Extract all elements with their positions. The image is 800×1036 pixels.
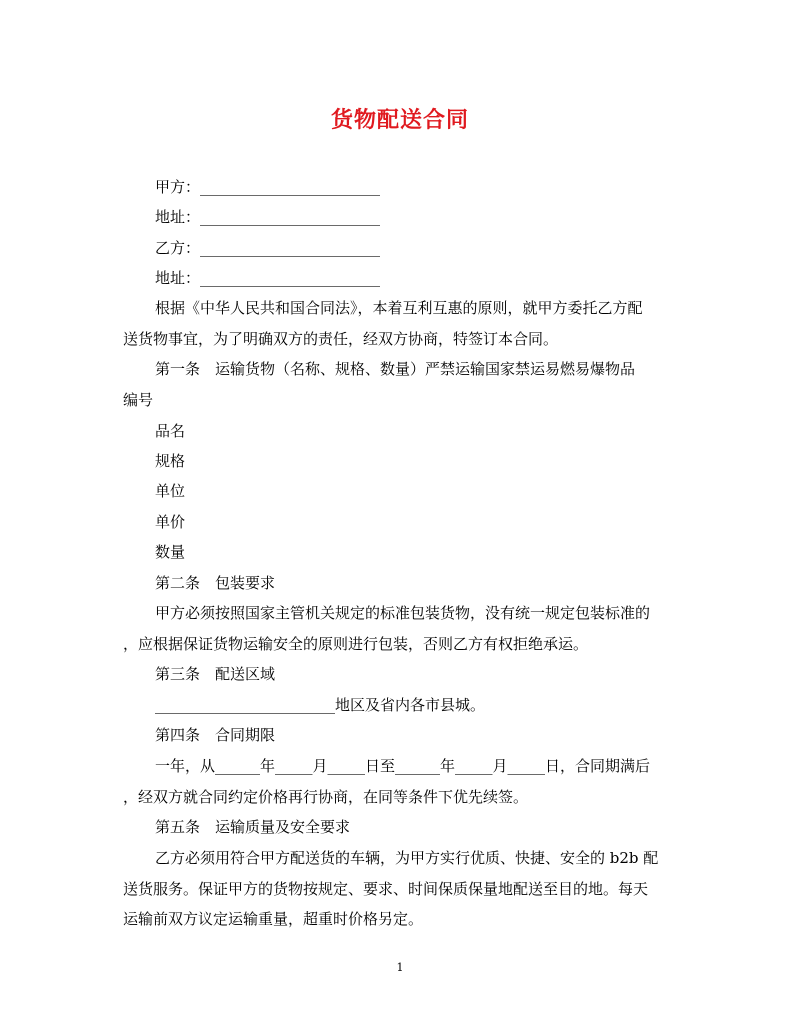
article-1-item-price: 单价 xyxy=(155,513,186,531)
article-5-text-line-1: 乙方必须用符合甲方配送货的车辆，为甲方实行优质、快捷、安全的 b2b 配 xyxy=(155,849,659,867)
party-a-line: 甲方：________________________ xyxy=(155,178,381,196)
article-1-heading: 第一条 运输货物（名称、规格、数量）严禁运输国家禁运易燃易爆物品 xyxy=(155,360,636,378)
party-b-line: 乙方：________________________ xyxy=(155,239,381,257)
article-2-text-line-2: ，应根据保证货物运输安全的原则进行包装，否则乙方有权拒绝承运。 xyxy=(123,635,589,653)
article-4-text-line-1: 一年，从______年_____月_____日至______年_____月_____日，合同期满后 xyxy=(155,757,651,775)
article-1-item-name: 品名 xyxy=(155,422,186,440)
article-3-heading: 第三条 配送区域 xyxy=(155,665,276,683)
preamble-line-2: 送货物事宜，为了明确双方的责任，经双方协商，特签订本合同。 xyxy=(123,330,559,348)
article-4-text-line-2: ，经双方就合同约定价格再行协商，在同等条件下优先续签。 xyxy=(123,788,529,806)
preamble-line-1: 根据《中华人民共和国合同法》，本着互利互惠的原则，就甲方委托乙方配 xyxy=(155,299,643,317)
article-3-text: ________________________地区及省内各市县城。 xyxy=(155,696,486,714)
article-5-text-line-3: 运输前双方议定运输重量，超重时价格另定。 xyxy=(123,910,424,928)
article-4-heading: 第四条 合同期限 xyxy=(155,726,276,744)
document-title: 货物配送合同 xyxy=(330,107,469,133)
article-1-item-unit: 单位 xyxy=(155,482,186,500)
page-number: 1 xyxy=(396,961,404,974)
article-2-text-line-1: 甲方必须按照国家主管机关规定的标准包装货物，没有统一规定包装标准的 xyxy=(155,604,651,622)
article-5-text-line-2: 送货服务。保证甲方的货物按规定、要求、时间保质保量地配送至目的地。每天 xyxy=(123,880,649,898)
article-5-heading: 第五条 运输质量及安全要求 xyxy=(155,818,351,836)
article-2-heading: 第二条 包装要求 xyxy=(155,574,276,592)
party-b-address-line: 地址：________________________ xyxy=(155,269,381,287)
article-1-item-spec: 规格 xyxy=(155,452,186,470)
article-1-item-number: 编号 xyxy=(123,391,154,409)
party-a-address-line: 地址：________________________ xyxy=(155,208,381,226)
article-1-item-quantity: 数量 xyxy=(155,543,186,561)
